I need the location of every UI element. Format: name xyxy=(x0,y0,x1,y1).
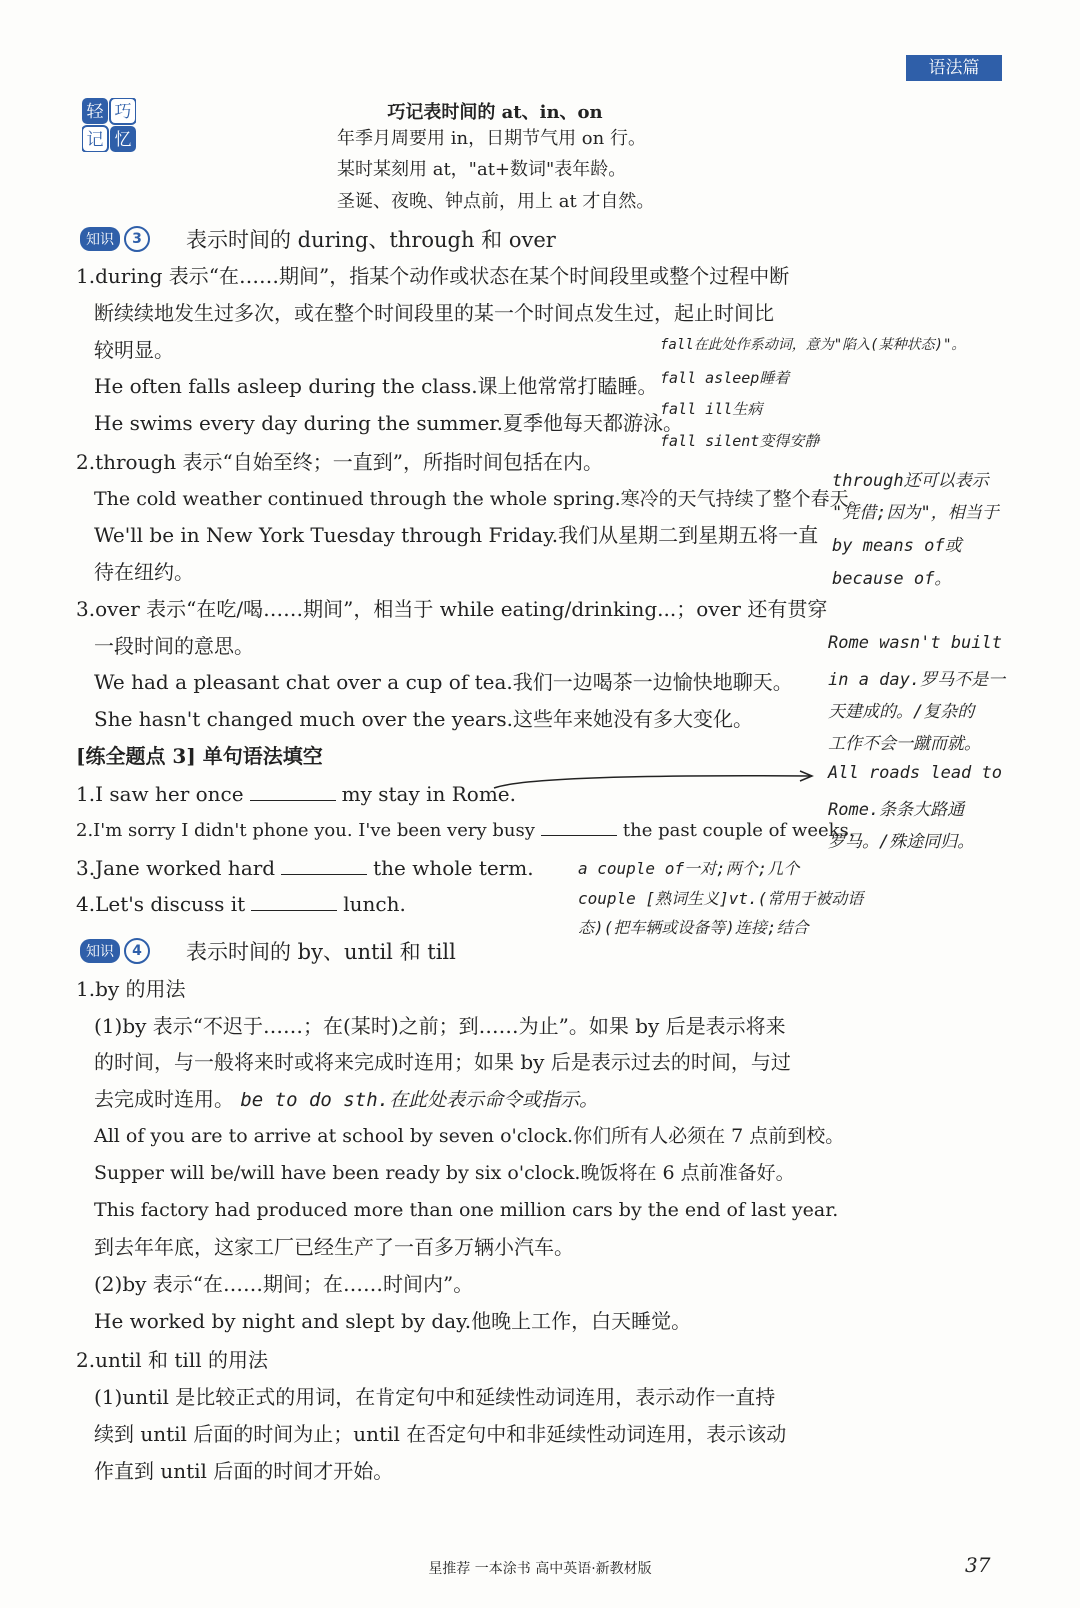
kp4-badge: 知识 4 xyxy=(80,938,150,964)
example-sentence: He worked by night and slept by day.他晚上工作，白天睡觉。 xyxy=(94,1309,692,1333)
handwritten-note: be to do sth.在此处表示命令或指示。 xyxy=(240,1089,599,1111)
svg-text:记: 记 xyxy=(86,130,104,150)
paragraph: (1)until 是比较正式的用词，在肯定句中和延续性动词连用，表示动作一直持 xyxy=(94,1385,776,1409)
handwritten-note: "凭借;因为"，相当于 xyxy=(832,503,999,523)
mnemonic-line: 年季月周要用 in，日期节气用 on 行。 xyxy=(337,128,646,149)
answer-blank[interactable] xyxy=(281,856,367,875)
example-sentence: He often falls asleep during the class.课上他常常打瞌睡。 xyxy=(94,374,658,398)
example-sentence: We'll be in New York Tuesday through Friday.我们从星期二到星期五将一直 xyxy=(94,523,819,547)
svg-text:忆: 忆 xyxy=(114,130,132,150)
example-sentence: This factory had produced more than one million cars by the end of last year. xyxy=(94,1199,839,1221)
practice-item: 1.I saw her once my stay in Rome. xyxy=(76,782,517,806)
practice-item: 2.I'm sorry I didn't phone you. I've been very busy the past couple of weeks. xyxy=(76,817,854,845)
practice-item: 3.Jane worked hard the whole term. xyxy=(76,856,534,880)
handwritten-note: through还可以表示 xyxy=(832,471,989,491)
section-tag: 语法篇 xyxy=(906,55,1002,81)
mnemonic-line: 某时某刻用 at，"at+数词"表年龄。 xyxy=(337,159,627,180)
page-footer: 星推荐 一本涂书 高中英语·新教材版 xyxy=(428,1561,652,1577)
svg-text:巧: 巧 xyxy=(114,102,132,122)
example-sentence: 待在纽约。 xyxy=(94,560,194,584)
page-number: 37 xyxy=(965,1553,991,1577)
answer-blank[interactable] xyxy=(250,782,336,801)
paragraph: (2)by 表示“在……期间；在……时间内”。 xyxy=(94,1272,474,1296)
kp3-title: 表示时间的 during、through 和 over xyxy=(186,228,556,252)
handwritten-note: in a day.罗马不是一 xyxy=(828,670,1006,690)
paragraph: 一段时间的意思。 xyxy=(94,634,254,658)
example-sentence: The cold weather continued through the whole spring.寒冷的天气持续了整个春天。 xyxy=(94,488,868,510)
paragraph: 断续续地发生过多次，或在整个时间段里的某一个时间点发生过，起止时间比 xyxy=(94,301,774,325)
paragraph: (1)by 表示“不迟于……；在(某时)之前；到……为止”。如果 by 后是表示将来 xyxy=(94,1014,786,1038)
paragraph: 续到 until 后面的时间为止；until 在否定句中和非延续性动词连用，表示该动 xyxy=(94,1422,787,1446)
handwritten-note: fall在此处作系动词，意为"陷入(某种状态)"。 xyxy=(660,337,966,353)
handwritten-note: All roads lead to xyxy=(828,763,1002,783)
paragraph: 的时间，与一般将来时或将来完成时连用；如果 by 后是表示过去的时间，与过 xyxy=(94,1050,791,1074)
handwritten-note: fall asleep睡着 xyxy=(660,369,790,387)
handwritten-note: 天建成的。/复杂的 xyxy=(828,702,975,722)
paragraph: 去完成时连用。 be to do sth.在此处表示命令或指示。 xyxy=(94,1087,599,1111)
memory-logo xyxy=(82,98,136,152)
paragraph: 3.over 表示“在吃/喝……期间”，相当于 while eating/drinking...；over 还有贯穿 xyxy=(76,597,828,621)
handwritten-note: Rome wasn't built xyxy=(828,633,1002,653)
example-sentence: 到去年年底，这家工厂已经生产了一百多万辆小汽车。 xyxy=(94,1235,574,1259)
paragraph: 作直到 until 后面的时间才开始。 xyxy=(94,1459,394,1483)
subheading: 2.until 和 till 的用法 xyxy=(76,1348,268,1372)
paragraph: 1.during 表示“在……期间”，指某个动作或状态在某个时间段里或整个过程中断 xyxy=(76,264,790,288)
kp4-title: 表示时间的 by、until 和 till xyxy=(186,940,456,964)
paragraph: 2.through 表示“自始至终；一直到”，所指时间包括在内。 xyxy=(76,450,603,474)
handwritten-note: fall ill生病 xyxy=(660,400,763,418)
handwritten-arrow xyxy=(492,770,822,792)
example-sentence: We had a pleasant chat over a cup of tea.我们一边喝茶一边愉快地聊天。 xyxy=(94,670,793,694)
handwritten-note: 工作不会一蹴而就。 xyxy=(828,734,981,754)
practice-title: [练全题点 3] 单句语法填空 xyxy=(76,744,323,768)
mnemonic-title: 巧记表时间的 at、in、on xyxy=(387,102,603,123)
practice-item: 4.Let's discuss it lunch. xyxy=(76,892,406,916)
answer-blank[interactable] xyxy=(541,817,617,836)
handwritten-note: 罗马。/殊途同归。 xyxy=(828,832,975,852)
subheading: 1.by 的用法 xyxy=(76,977,186,1001)
example-sentence: She hasn't changed much over the years.这些年来她没有多大变化。 xyxy=(94,707,754,731)
handwritten-note: a couple of一对;两个;几个 xyxy=(578,859,800,878)
example-sentence: He swims every day during the summer.夏季他每天都游泳。 xyxy=(94,411,683,435)
kp3-badge: 知识 3 xyxy=(80,226,150,252)
handwritten-note: by means of或 xyxy=(832,536,962,556)
handwritten-note: couple [熟词生义]vt.(常用于被动语 xyxy=(578,889,864,908)
paragraph: 较明显。 xyxy=(94,338,174,362)
handwritten-note: fall silent变得安静 xyxy=(660,432,820,450)
svg-text:轻: 轻 xyxy=(86,102,104,122)
handwritten-note: 态)(把车辆或设备等)连接;结合 xyxy=(578,918,809,937)
example-sentence: All of you are to arrive at school by seven o'clock.你们所有人必须在 7 点前到校。 xyxy=(94,1125,845,1147)
handwritten-note: Rome.条条大路通 xyxy=(828,800,965,820)
answer-blank[interactable] xyxy=(251,892,337,911)
mnemonic-line: 圣诞、夜晚、钟点前，用上 at 才自然。 xyxy=(337,191,655,212)
example-sentence: Supper will be/will have been ready by six o'clock.晚饭将在 6 点前准备好。 xyxy=(94,1162,795,1184)
handwritten-note: because of。 xyxy=(832,569,952,589)
